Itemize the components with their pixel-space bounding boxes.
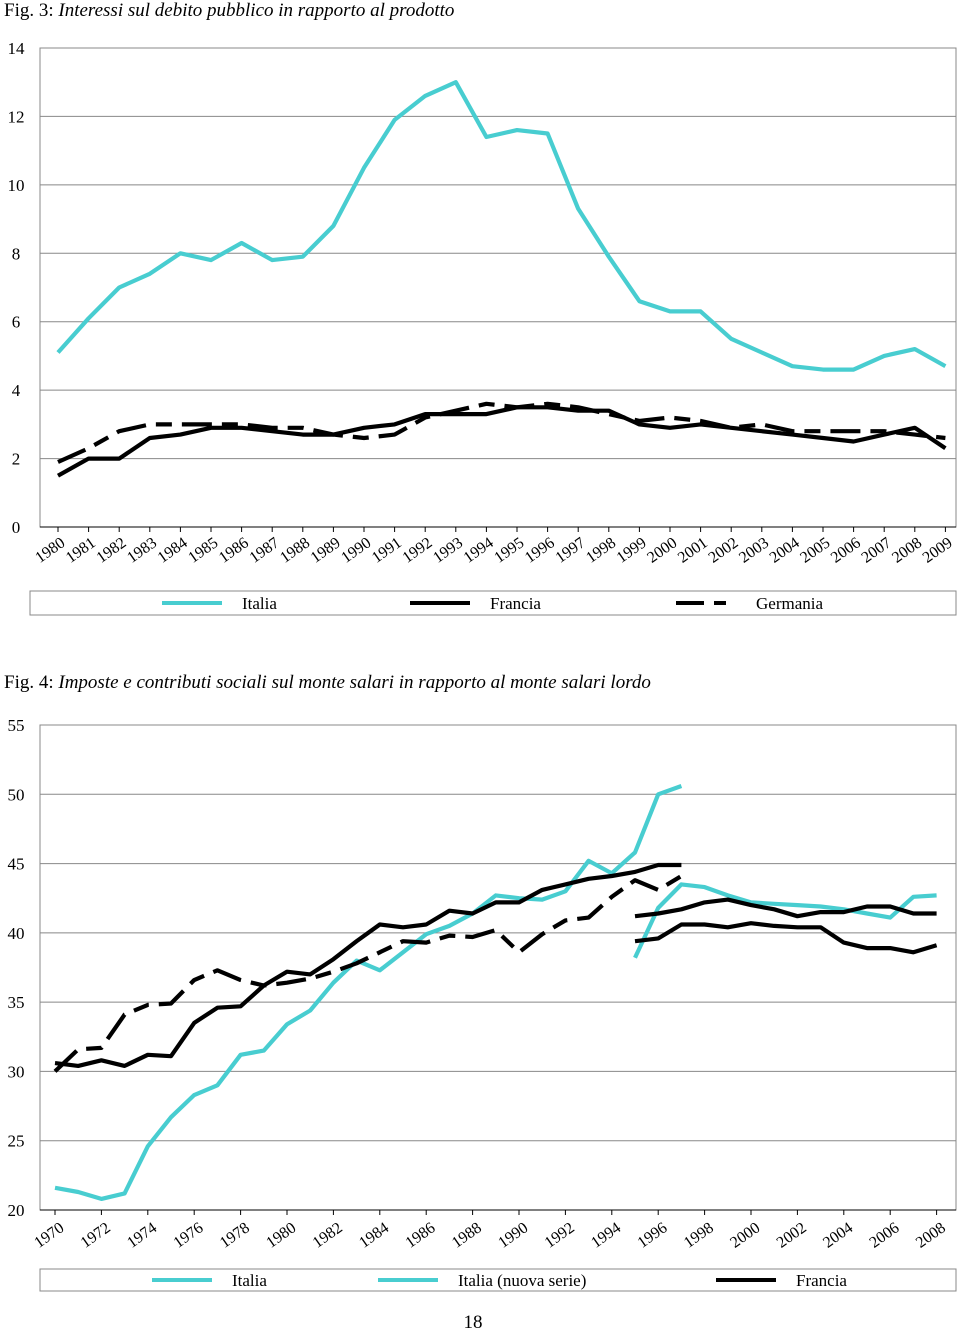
x-tick-label: 1984 bbox=[356, 1219, 393, 1252]
x-tick-label: 1991 bbox=[368, 534, 405, 567]
y-tick-label: 2 bbox=[11, 449, 21, 469]
x-tick-label: 1999 bbox=[613, 534, 650, 567]
x-tick-label: 1996 bbox=[634, 1219, 671, 1252]
legend-entry: Italia bbox=[242, 594, 277, 613]
x-tick-label: 1994 bbox=[460, 534, 497, 567]
legend-entry: Francia bbox=[490, 594, 541, 613]
fig3-title-text: Interessi sul debito pubblico in rapporto al prodotto bbox=[58, 0, 455, 21]
x-tick-label: 2008 bbox=[889, 534, 926, 567]
x-tick-label: 1970 bbox=[31, 1219, 68, 1252]
x-tick-label: 1987 bbox=[246, 534, 283, 567]
series-line-italia bbox=[55, 786, 681, 1199]
x-tick-label: 1980 bbox=[32, 534, 69, 567]
legend-entry: Francia bbox=[796, 1271, 847, 1290]
series-line-germania bbox=[55, 876, 681, 1071]
x-tick-label: 1992 bbox=[541, 1219, 578, 1252]
x-tick-label: 2005 bbox=[797, 534, 834, 567]
y-tick-label: 4 bbox=[11, 381, 21, 401]
x-tick-label: 1995 bbox=[491, 534, 528, 567]
x-tick-label: 2004 bbox=[820, 1219, 857, 1252]
x-tick-label: 2004 bbox=[766, 534, 803, 567]
legend-entry: Italia bbox=[232, 1271, 267, 1290]
page-number: 18 bbox=[463, 1312, 483, 1333]
x-tick-label: 2007 bbox=[858, 534, 895, 567]
x-tick-label: 2006 bbox=[827, 534, 864, 567]
x-tick-label: 2003 bbox=[736, 534, 773, 567]
x-tick-label: 1986 bbox=[402, 1219, 439, 1252]
y-tick-label: 6 bbox=[11, 312, 21, 332]
x-tick-label: 1997 bbox=[552, 534, 589, 567]
x-tick-label: 1988 bbox=[448, 1219, 485, 1252]
x-tick-label: 1972 bbox=[77, 1219, 114, 1252]
x-tick-label: 1986 bbox=[215, 534, 252, 567]
x-tick-label: 1990 bbox=[338, 534, 375, 567]
y-tick-label: 35 bbox=[7, 993, 25, 1013]
y-tick-label: 8 bbox=[11, 244, 21, 264]
x-tick-label: 2000 bbox=[727, 1219, 764, 1252]
x-tick-label: 1988 bbox=[277, 534, 314, 567]
x-tick-label: 1974 bbox=[124, 1219, 161, 1252]
x-tick-label: 1980 bbox=[263, 1219, 300, 1252]
x-tick-label: 1978 bbox=[216, 1219, 253, 1252]
y-tick-label: 40 bbox=[7, 923, 25, 943]
x-tick-label: 1998 bbox=[680, 1219, 717, 1252]
x-tick-label: 1981 bbox=[62, 534, 99, 567]
x-tick-label: 1983 bbox=[124, 534, 161, 567]
y-tick-label: 10 bbox=[7, 175, 25, 195]
x-tick-label: 2002 bbox=[773, 1219, 810, 1252]
y-tick-label: 30 bbox=[7, 1062, 25, 1082]
x-tick-label: 2002 bbox=[705, 534, 742, 567]
x-tick-label: 1989 bbox=[307, 534, 344, 567]
x-tick-label: 2008 bbox=[912, 1219, 949, 1252]
x-tick-label: 2006 bbox=[866, 1219, 903, 1252]
x-tick-label: 1982 bbox=[309, 1219, 346, 1252]
fig4-title-text: Imposte e contributi sociali sul monte salari in rapporto al monte salari lordo bbox=[58, 672, 651, 693]
x-tick-label: 2001 bbox=[674, 534, 711, 567]
x-tick-label: 1994 bbox=[588, 1219, 625, 1252]
x-tick-label: 1992 bbox=[399, 534, 436, 567]
y-tick-label: 14 bbox=[7, 39, 25, 58]
y-tick-label: 12 bbox=[7, 107, 25, 127]
x-tick-label: 1993 bbox=[430, 534, 467, 567]
y-tick-label: 50 bbox=[7, 785, 25, 805]
y-tick-label: 45 bbox=[7, 854, 25, 874]
legend-entry: Germania bbox=[756, 594, 824, 613]
fig4-label: Fig. 4: bbox=[4, 672, 54, 693]
x-tick-label: 1976 bbox=[170, 1219, 207, 1252]
y-tick-label: 0 bbox=[11, 518, 21, 537]
plot-area bbox=[40, 725, 956, 1210]
x-tick-label: 1984 bbox=[154, 534, 191, 567]
x-tick-label: 1998 bbox=[583, 534, 620, 567]
x-tick-label: 1982 bbox=[93, 534, 130, 567]
series-line-francia-nuova-serie bbox=[635, 900, 937, 917]
legend-entry: Italia (nuova serie) bbox=[458, 1271, 587, 1290]
x-tick-label: 1985 bbox=[185, 534, 222, 567]
series-line-germania-nuova-serie bbox=[635, 923, 937, 952]
x-tick-label: 1996 bbox=[521, 534, 558, 567]
fig3-label: Fig. 3: bbox=[4, 0, 54, 21]
x-tick-label: 2009 bbox=[919, 534, 956, 567]
y-tick-label: 20 bbox=[7, 1201, 25, 1220]
y-tick-label: 25 bbox=[7, 1131, 25, 1151]
y-tick-label: 55 bbox=[7, 716, 25, 735]
x-tick-label: 1990 bbox=[495, 1219, 532, 1252]
x-tick-label: 2000 bbox=[644, 534, 681, 567]
